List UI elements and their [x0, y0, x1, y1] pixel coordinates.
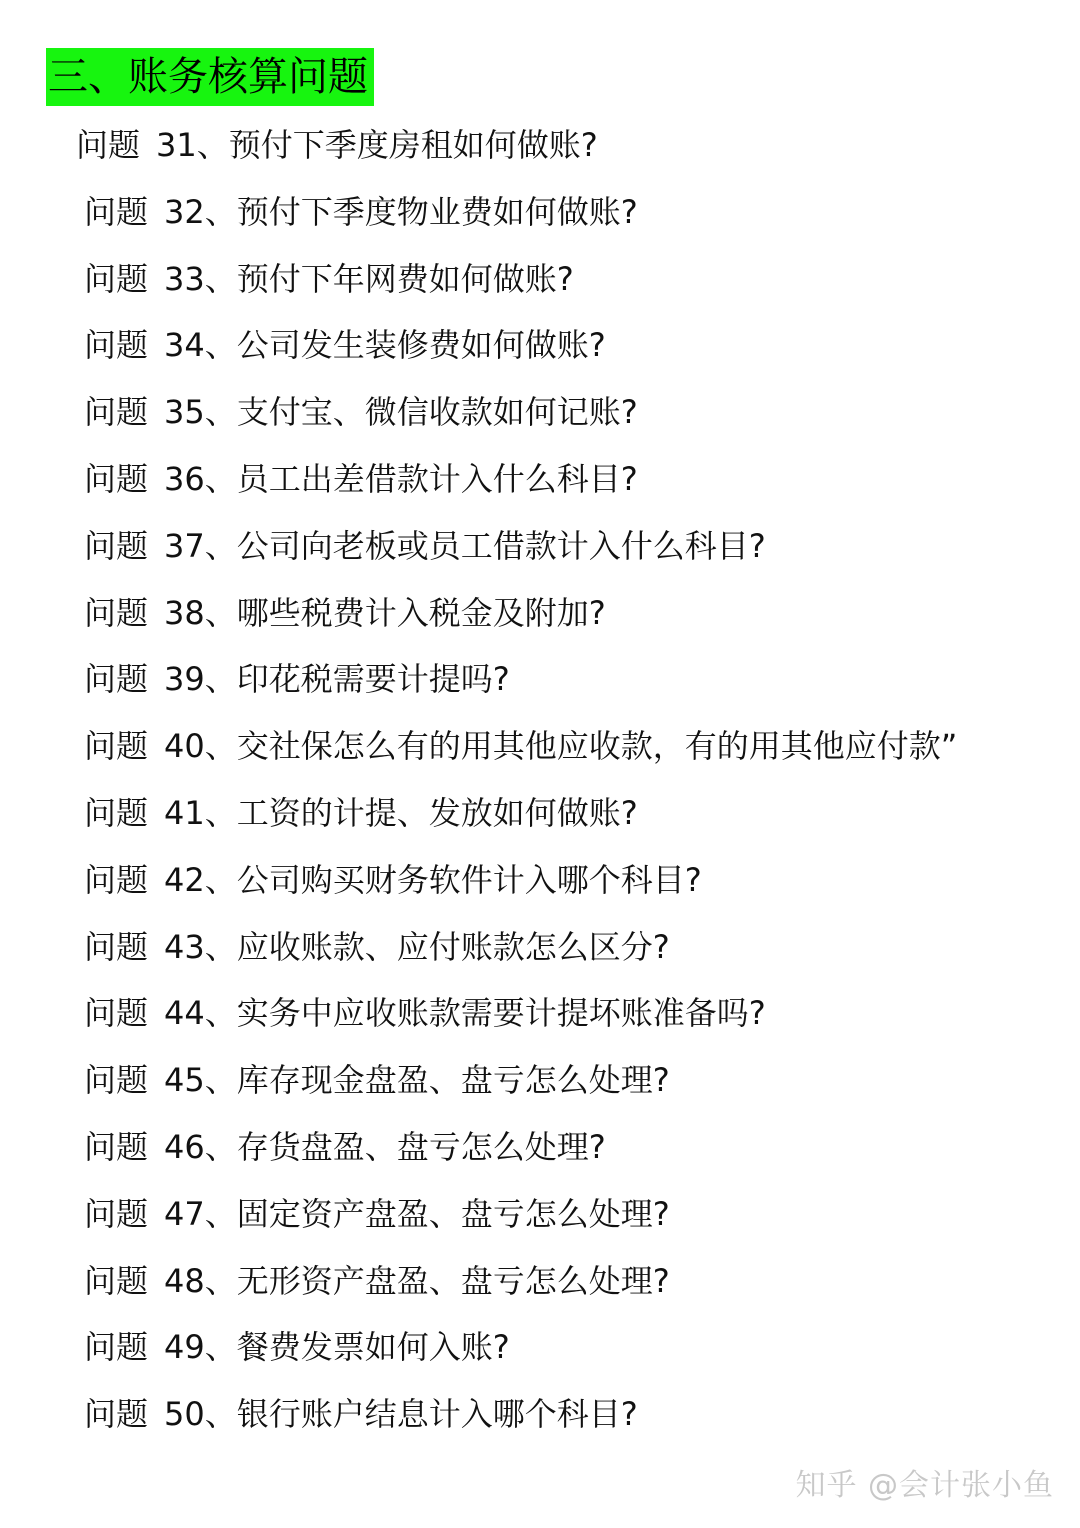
question-prefix: 问题 — [84, 1127, 149, 1166]
question-number: 46、 — [164, 1127, 237, 1166]
question-prefix: 问题 — [84, 1261, 149, 1300]
question-item — [0, 446, 1080, 513]
question-list — [0, 112, 1080, 1448]
question-item — [0, 713, 1080, 780]
question-number: 49、 — [164, 1328, 237, 1367]
question-item — [0, 513, 1080, 580]
question-prefix: 问题 — [84, 1194, 149, 1233]
question-text: 哪些税费计入税金及附加? — [236, 593, 606, 632]
question-text: 应收账款、应付账款怎么区分? — [236, 927, 670, 966]
question-text: 银行账户结息计入哪个科目? — [236, 1395, 638, 1434]
question-number: 32、 — [164, 192, 237, 231]
question-number: 45、 — [164, 1061, 237, 1100]
question-text: 库存现金盘盈、盘亏怎么处理? — [236, 1061, 670, 1100]
question-text: 工资的计提、发放如何做账? — [236, 793, 638, 832]
question-item — [0, 914, 1080, 981]
question-text: 实务中应收账款需要计提坏账准备吗? — [236, 994, 766, 1033]
question-prefix: 问题 — [84, 459, 149, 498]
question-prefix: 问题 — [84, 593, 149, 632]
question-item — [0, 112, 1080, 179]
question-prefix: 问题 — [84, 1328, 149, 1367]
question-number: 43、 — [164, 927, 237, 966]
question-item — [0, 312, 1080, 379]
question-number: 34、 — [164, 326, 237, 365]
question-item — [0, 580, 1080, 647]
question-text: 预付下年网费如何做账? — [236, 259, 574, 298]
question-prefix: 问题 — [84, 860, 149, 899]
question-prefix: 问题 — [84, 526, 149, 565]
question-prefix: 问题 — [84, 994, 149, 1033]
question-text: 印花税需要计提吗? — [236, 660, 510, 699]
question-text: 支付宝、微信收款如何记账? — [236, 393, 638, 432]
question-number: 48、 — [164, 1261, 237, 1300]
question-prefix: 问题 — [84, 393, 149, 432]
question-number: 44、 — [164, 994, 237, 1033]
question-item — [0, 1248, 1080, 1315]
question-item — [0, 1381, 1080, 1448]
question-text: 公司向老板或员工借款计入什么科目? — [236, 526, 766, 565]
question-item — [0, 980, 1080, 1047]
question-number: 36、 — [164, 459, 237, 498]
question-number: 39、 — [164, 660, 237, 699]
question-prefix: 问题 — [84, 259, 149, 298]
question-number: 50、 — [164, 1395, 237, 1434]
question-prefix: 问题 — [84, 927, 149, 966]
question-item — [0, 1314, 1080, 1381]
question-number: 37、 — [164, 526, 237, 565]
question-number: 31、 — [156, 126, 229, 164]
question-text: 公司发生装修费如何做账? — [236, 326, 606, 365]
question-item — [0, 179, 1080, 246]
question-item — [0, 847, 1080, 914]
question-prefix: 问题 — [84, 660, 149, 699]
question-number: 40、 — [164, 727, 237, 766]
question-item — [0, 1047, 1080, 1114]
question-prefix: 问题 — [84, 727, 149, 766]
question-prefix: 问题 — [84, 1061, 149, 1100]
section-title: 三、账务核算问题 — [46, 48, 374, 106]
question-item — [0, 246, 1080, 313]
question-number: 35、 — [164, 393, 237, 432]
question-number: 47、 — [164, 1194, 237, 1233]
question-text: 预付下季度房租如何做账? — [228, 126, 598, 164]
question-number: 42、 — [164, 860, 237, 899]
question-item — [0, 1114, 1080, 1181]
question-item — [0, 379, 1080, 446]
question-prefix: 问题 — [84, 192, 149, 231]
question-text: 无形资产盘盈、盘亏怎么处理? — [236, 1261, 670, 1300]
question-text: 餐费发票如何入账? — [236, 1328, 510, 1367]
question-item — [0, 780, 1080, 847]
question-prefix: 问题 — [84, 793, 149, 832]
question-number: 41、 — [164, 793, 237, 832]
question-prefix: 问题 — [76, 126, 141, 164]
question-text: 存货盘盈、盘亏怎么处理? — [236, 1127, 606, 1166]
question-number: 38、 — [164, 593, 237, 632]
question-text: 交社保怎么有的用其他应收款，有的用其他应付款” — [236, 727, 958, 766]
question-text: 员工出差借款计入什么科目? — [236, 459, 638, 498]
question-text: 公司购买财务软件计入哪个科目? — [236, 860, 702, 899]
question-item — [0, 1181, 1080, 1248]
watermark: 知乎 @会计张小鱼 — [795, 1468, 1054, 1503]
question-prefix: 问题 — [84, 1395, 149, 1434]
question-text: 预付下季度物业费如何做账? — [236, 192, 638, 231]
question-number: 33、 — [164, 259, 237, 298]
question-text: 固定资产盘盈、盘亏怎么处理? — [236, 1194, 670, 1233]
question-item — [0, 646, 1080, 713]
question-prefix: 问题 — [84, 326, 149, 365]
